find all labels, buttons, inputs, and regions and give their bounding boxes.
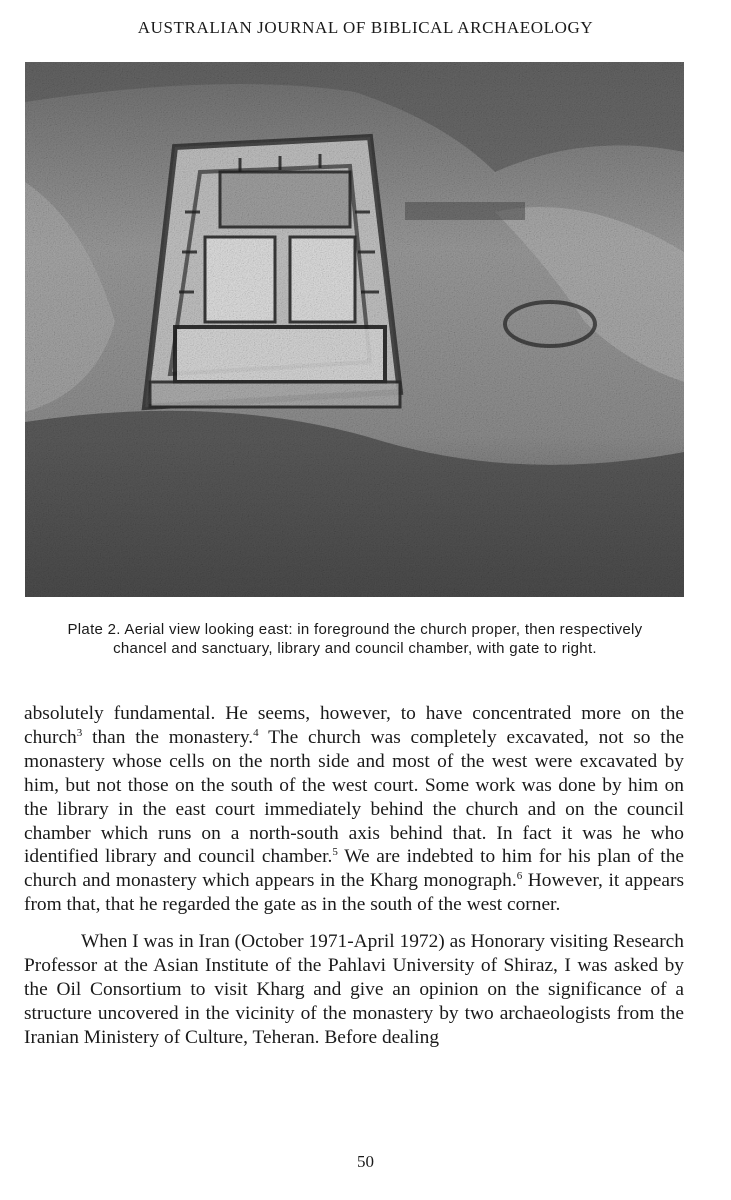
running-head: AUSTRALIAN JOURNAL OF BIBLICAL ARCHAEOLOGY xyxy=(137,18,594,37)
article-body xyxy=(24,702,684,1050)
footnote-ref-4: 4 xyxy=(253,726,259,739)
footnote-ref-3: 3 xyxy=(76,726,83,739)
paragraph-1: absolutely fundamental. He seems, however, to have concentrated more on the church$^3$ than the monastery.$^4$ The church was completely excavated, not so the monastery whose cells on the north side and most of the west were excavated by him, but not those on the south of the west court. Some work was done by him on the library in the east court immediately behind the church and on the council chamber which runs on a north-south axis behind that. In fact it was he who identified library and council chamber.$^5$ We are indebted to him for his plan of the church and monastery which appears in the Kharg monograph.$^6$ However, it appears from that, that he regarded the gate as in the south of the west corner. xyxy=(24,703,685,916)
aerial-photograph xyxy=(25,62,684,597)
plate-caption: Plate 2. Aerial view looking east: in foreground the church proper, then respectively chancel and sanctuary, library and council chamber, with gate to right. xyxy=(67,621,643,657)
paragraph-2: When I was in Iran (October 1971-April 1972) as Honorary visiting Research Professor at the Asian Institute of the Pahlavi University of Shiraz, I was asked by the Oil Consortium to visit Kharg and give an opinion on the significance of a structure uncovered in the vicinity of the monastery by two archaeologists from the Iranian Ministery of Culture, Teheran. Before dealing xyxy=(24,931,684,1048)
page-number: 50 xyxy=(357,1152,374,1171)
footnote-ref-6: 6 xyxy=(516,870,523,883)
footnote-ref-5: 5 xyxy=(332,846,338,859)
